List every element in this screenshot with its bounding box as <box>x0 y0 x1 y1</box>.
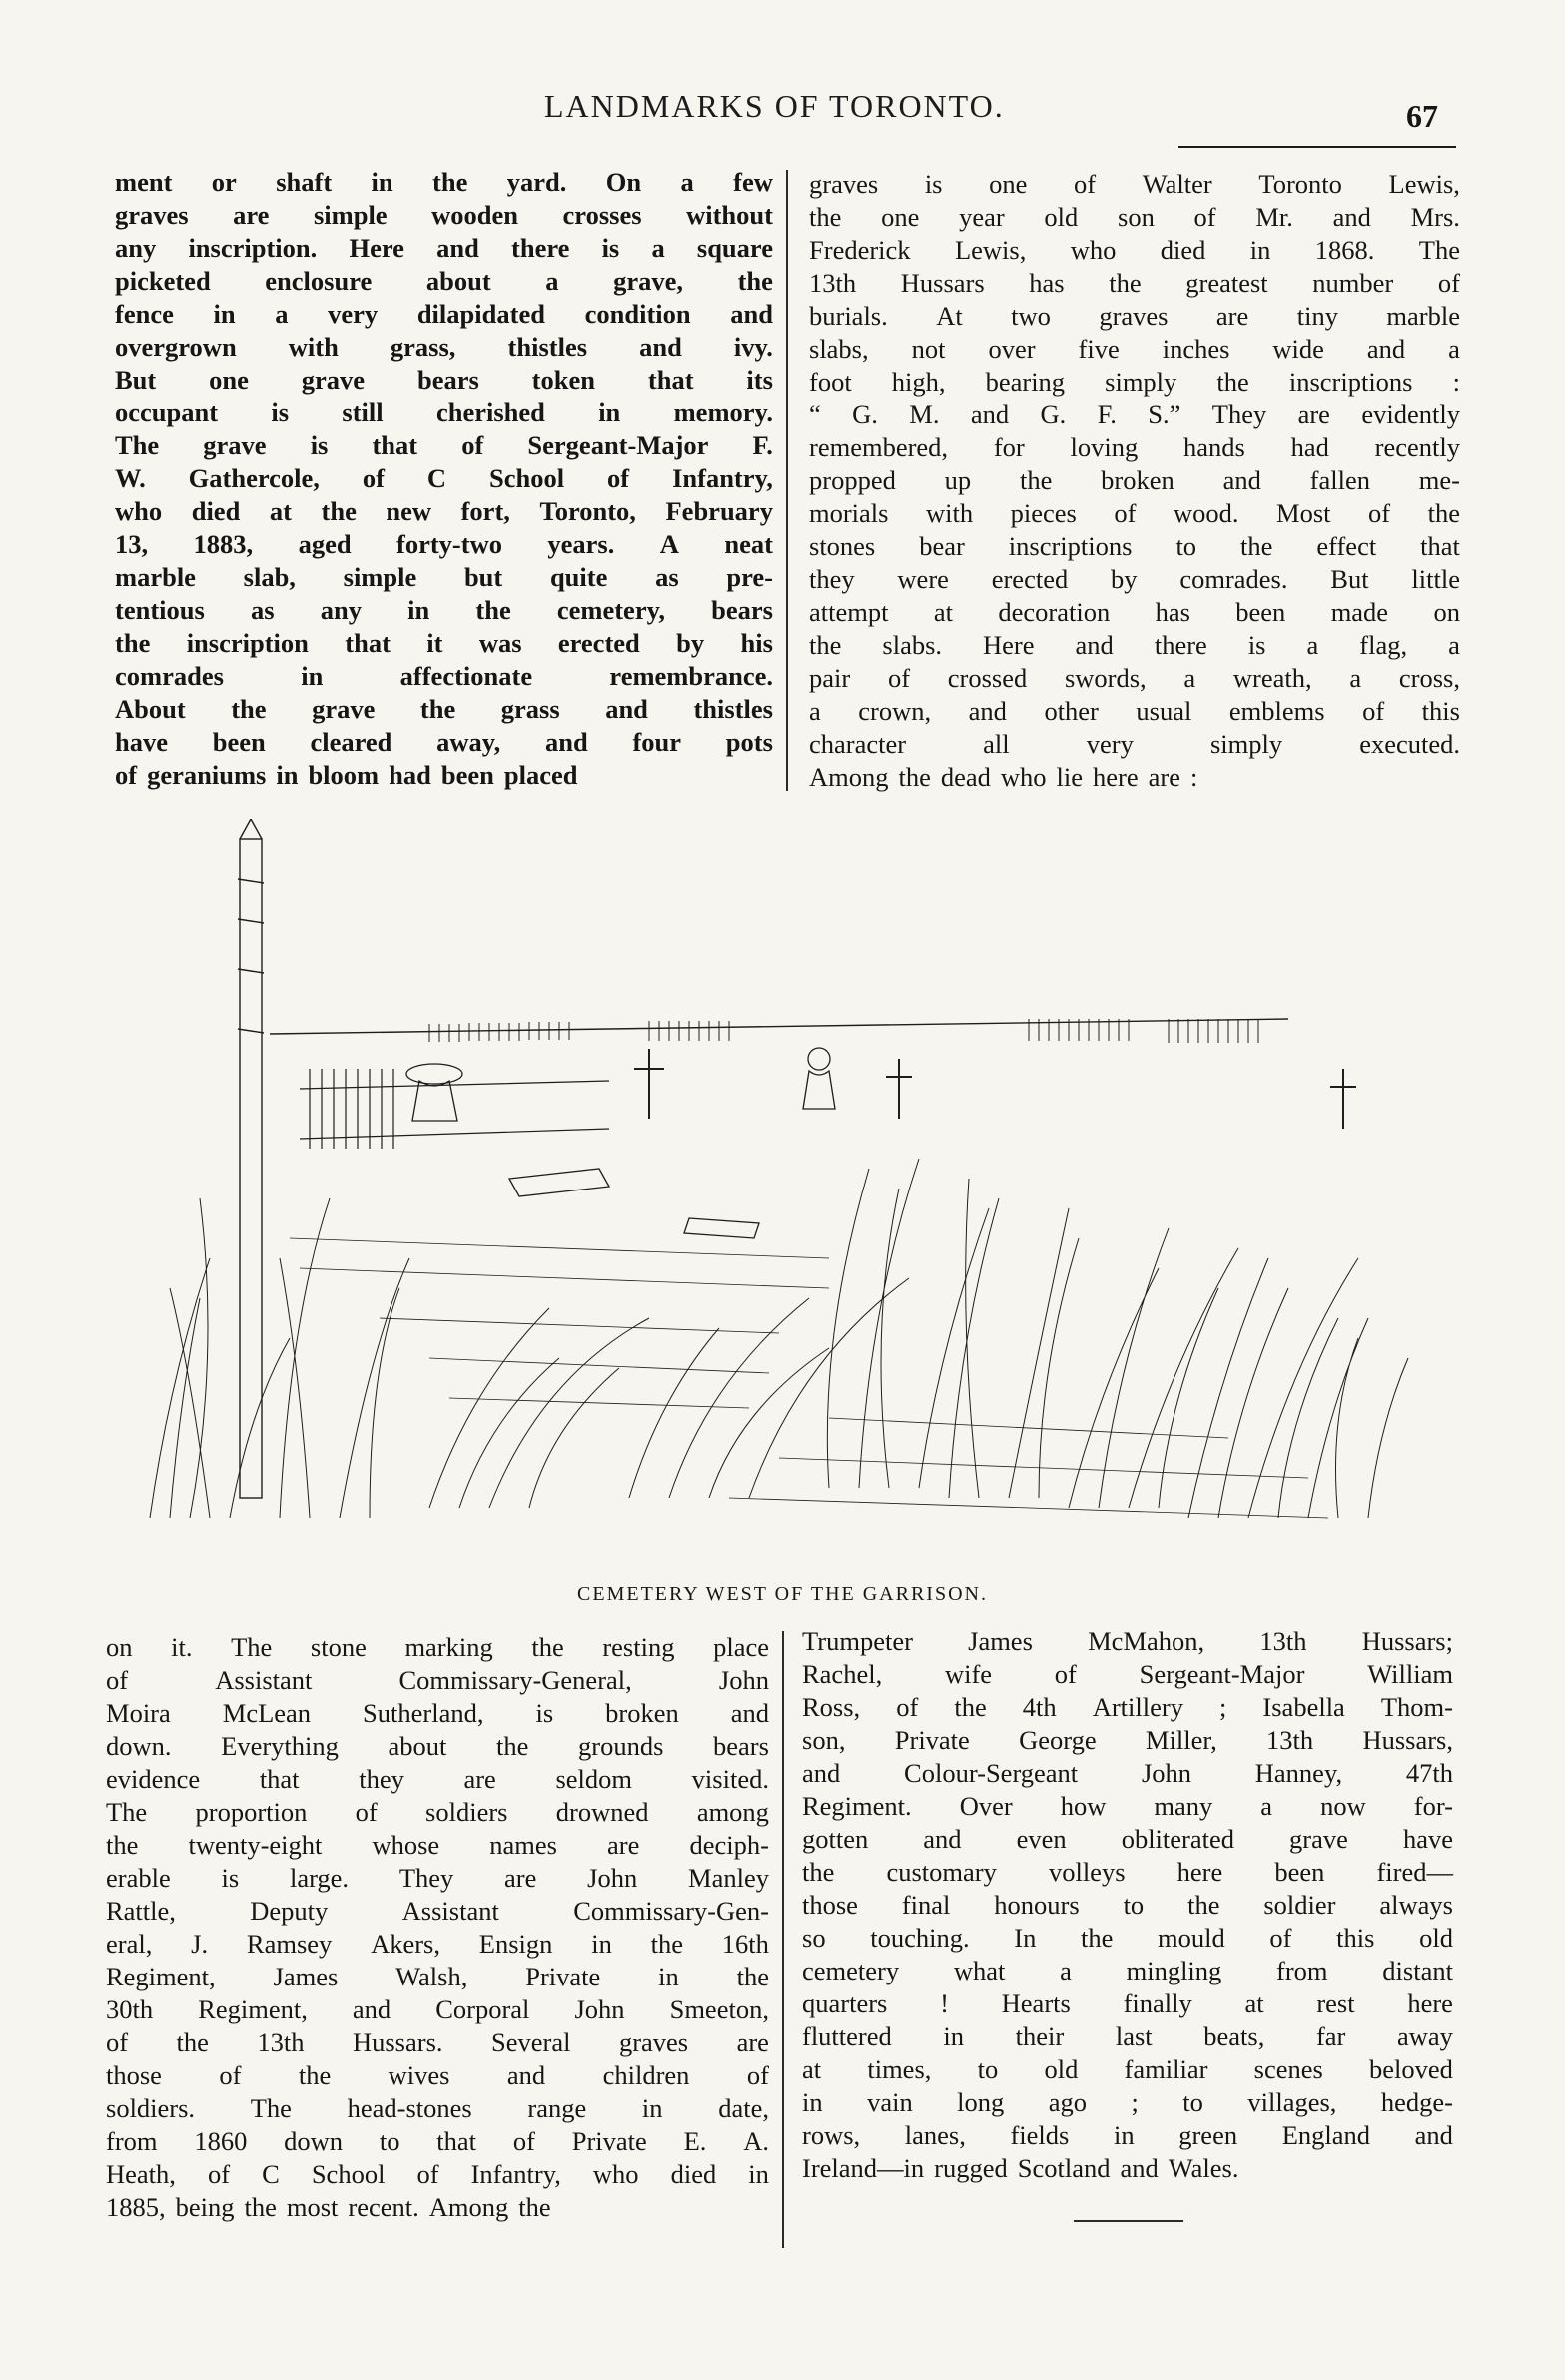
text-line: “ G. M. and G. F. S.” They are evidently <box>809 399 1460 429</box>
text-line: of the 13th Hussars. Several graves are <box>106 2027 769 2057</box>
text-line: of geraniums in bloom had been placed <box>115 760 578 790</box>
text-line: evidence that they are seldom visited. <box>106 1764 769 1794</box>
text-line: 30th Regiment, and Corporal John Smeeton, <box>106 1994 769 2024</box>
text-line: picketed enclosure about a grave, the <box>115 266 773 296</box>
text-line: cemetery what a mingling from distant <box>802 1956 1453 1985</box>
text-line: rows, lanes, fields in green England and <box>802 2120 1453 2150</box>
text-line: of Assistant Commissary-General, John <box>106 1665 769 1695</box>
text-line: graves is one of Walter Toronto Lewis, <box>809 169 1460 199</box>
text-line: But one grave bears token that its <box>115 365 773 395</box>
column-top-right <box>809 168 1460 794</box>
page-number: 67 <box>1406 98 1438 134</box>
wooden-post <box>240 839 262 1498</box>
column-top-left <box>115 166 773 792</box>
text-line: eral, J. Ramsey Akers, Ensign in the 16th <box>106 1929 769 1959</box>
text-line: they were erected by comrades. But little <box>809 564 1460 594</box>
text-line: those final honours to the soldier always <box>802 1890 1453 1920</box>
text-line: who died at the new fort, Toronto, February <box>115 496 773 526</box>
text-line: pair of crossed swords, a wreath, a cross, <box>809 663 1460 693</box>
text-line: burials. At two graves are tiny marble <box>809 301 1460 331</box>
column-divider-top <box>786 170 788 791</box>
text-line: from 1860 down to that of Private E. A. <box>106 2126 769 2156</box>
text-line: the customary volleys here been fired— <box>802 1857 1453 1887</box>
text-line: The grave is that of Sergeant-Major F. <box>115 430 773 460</box>
text-line: foot high, bearing simply the inscriptions : <box>809 367 1460 397</box>
section-end-rule <box>1074 2220 1183 2222</box>
text-line: stones bear inscriptions to the effect that <box>809 531 1460 561</box>
text-line: the twenty-eight whose names are deciph- <box>106 1830 769 1860</box>
text-line: W. Gathercole, of C School of Infantry, <box>115 463 773 493</box>
text-line: son, Private George Miller, 13th Hussars, <box>802 1725 1453 1755</box>
text-line: About the grave the grass and thistles <box>115 694 773 724</box>
ground-hatching <box>290 1238 1328 1518</box>
figure-caption: CEMETERY WEST OF THE GARRISON. <box>577 1583 988 1605</box>
text-line: slabs, not over five inches wide and a <box>809 334 1460 364</box>
column-divider-bottom <box>782 1631 784 2248</box>
text-line: Regiment, James Walsh, Private in the <box>106 1962 769 1991</box>
text-line: on it. The stone marking the resting place <box>106 1632 769 1662</box>
text-line: Among the dead who lie here are : <box>809 762 1198 792</box>
distant-fence <box>270 1019 1288 1034</box>
text-line: quarters ! Hearts finally at rest here <box>802 1988 1453 2018</box>
text-line: comrades in affectionate remembrance. <box>115 661 773 691</box>
column-bottom-right <box>802 1625 1453 2185</box>
text-line: Trumpeter James McMahon, 13th Hussars; <box>802 1626 1453 1656</box>
tall-grass <box>150 1159 1408 1518</box>
text-line: have been cleared away, and four pots <box>115 727 773 757</box>
text-line: Rachel, wife of Sergeant-Major William <box>802 1659 1453 1689</box>
text-line: 13th Hussars has the greatest number of <box>809 268 1460 298</box>
text-line: 13, 1883, aged forty-two years. A neat <box>115 529 773 559</box>
text-line: Ireland—in rugged Scotland and Wales. <box>802 2153 1239 2183</box>
distant-fence-pickets <box>429 1019 1258 1043</box>
text-line: in vain long ago ; to villages, hedge- <box>802 2087 1453 2117</box>
text-line: graves are simple wooden crosses without <box>115 200 773 230</box>
text-line: ment or shaft in the yard. On a few <box>115 167 773 197</box>
text-line: the one year old son of Mr. and Mrs. <box>809 202 1460 232</box>
text-line: 1885, being the most recent. Among the <box>106 2192 551 2222</box>
text-line: soldiers. The head-stones range in date, <box>106 2093 769 2123</box>
text-line: and Colour-Sergeant John Hanney, 47th <box>802 1758 1453 1788</box>
text-line: down. Everything about the grounds bears <box>106 1731 769 1761</box>
text-line: remembered, for loving hands had recently <box>809 432 1460 462</box>
text-line: character all very simply executed. <box>809 729 1460 759</box>
text-line: a crown, and other usual emblems of this <box>809 696 1460 726</box>
header-rule <box>1178 146 1456 148</box>
text-line: the inscription that it was erected by his <box>115 628 773 658</box>
text-line: gotten and even obliterated grave have <box>802 1824 1453 1854</box>
post-top <box>240 819 262 839</box>
fallen-slabs <box>509 1169 759 1238</box>
text-line: Frederick Lewis, who died in 1868. The <box>809 235 1460 265</box>
text-line: tentious as any in the cemetery, bears <box>115 595 773 625</box>
running-title: LANDMARKS OF TORONTO. <box>544 88 1005 124</box>
text-line: the slabs. Here and there is a flag, a <box>809 630 1460 660</box>
text-line: morials with pieces of wood. Most of the <box>809 498 1460 528</box>
text-line: propped up the broken and fallen me- <box>809 465 1460 495</box>
text-line: erable is large. They are John Manley <box>106 1863 769 1893</box>
text-line: those of the wives and children of <box>106 2060 769 2090</box>
text-line: marble slab, simple but quite as pre- <box>115 562 773 592</box>
text-line: at times, to old familiar scenes beloved <box>802 2054 1453 2084</box>
text-line: fluttered in their last beats, far away <box>802 2021 1453 2051</box>
text-line: Regiment. Over how many a now for- <box>802 1791 1453 1821</box>
text-line: Moira McLean Sutherland, is broken and <box>106 1698 769 1728</box>
text-line: The proportion of soldiers drowned among <box>106 1797 769 1827</box>
text-line: Heath, of C School of Infantry, who died in <box>106 2159 769 2189</box>
column-bottom-left <box>106 1631 769 2224</box>
text-line: so touching. In the mould of this old <box>802 1923 1453 1953</box>
text-line: any inscription. Here and there is a square <box>115 233 773 263</box>
cemetery-illustration <box>130 819 1428 1538</box>
text-line: fence in a very dilapidated condition and <box>115 299 773 329</box>
grave-crosses <box>634 1049 1356 1129</box>
text-line: attempt at decoration has been made on <box>809 597 1460 627</box>
text-line: Ross, of the 4th Artillery ; Isabella Thom- <box>802 1692 1453 1722</box>
text-line: occupant is still cherished in memory. <box>115 397 773 427</box>
text-line: overgrown with grass, thistles and ivy. <box>115 332 773 362</box>
text-line: Rattle, Deputy Assistant Commissary-Gen- <box>106 1896 769 1926</box>
